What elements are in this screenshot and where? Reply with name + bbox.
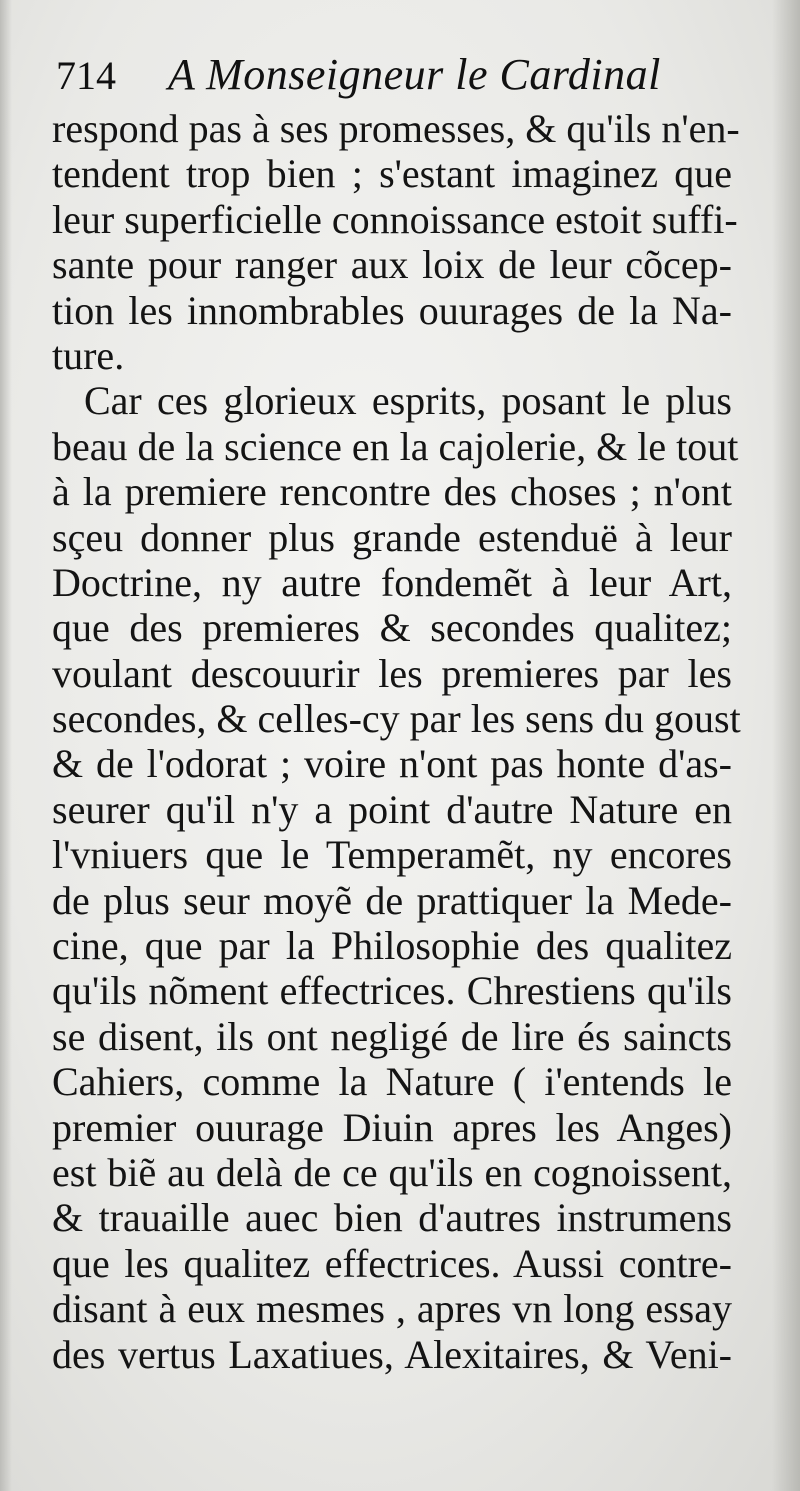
text-line: beau de la science en la cajolerie, & le tout (52, 423, 739, 469)
text-line: seurer qu'il n'y a point d'autre Nature en (52, 786, 732, 832)
text-line: Cahiers, comme la Nature ( i'entends le (52, 1059, 732, 1105)
text-line: tendent trop bien ; s'estant imaginez que (52, 151, 732, 197)
text-line: ture. (52, 332, 125, 378)
page-edge-shadow (772, 0, 800, 1491)
text-line: voulant descouurir les premieres par les (52, 650, 732, 696)
page-number: 714 (56, 53, 116, 98)
text-line: & de l'odorat ; voire n'ont pas honte d'as- (52, 741, 732, 787)
page-gutter-shadow (0, 0, 12, 1491)
text-line: que les qualitez effectrices. Aussi contre- (52, 1240, 732, 1286)
text-line: & trauaille auec bien d'autres instrumens (52, 1195, 732, 1241)
text-line: est biẽ au delà de ce qu'ils en cognoissent, (52, 1149, 732, 1195)
text-line: tion les innombrables ouurages de la Na- (52, 287, 732, 333)
page-header (56, 44, 756, 104)
body-text (52, 106, 741, 1377)
text-line: que des premieres & secondes qualitez; (52, 605, 732, 651)
text-line: secondes, & celles-cy par les sens du goust (52, 696, 741, 742)
text-line: premier ouurage Diuin apres les Anges) (52, 1104, 732, 1150)
text-line: de plus seur moyẽ de prattiquer la Mede- (52, 877, 732, 923)
text-line: sante pour ranger aux loix de leur cõcep- (52, 242, 732, 288)
running-head: A Monseigneur le Cardinal (168, 50, 661, 99)
text-line: Doctrine, ny autre fondemẽt à leur Art, (52, 559, 732, 605)
text-line: cine, que par la Philosophie des qualitez (52, 923, 732, 969)
text-line: sçeu donner plus grande estenduë à leur (52, 514, 732, 560)
text-line: des vertus Laxatiues, Alexitaires, & Veni- (52, 1331, 732, 1377)
text-line: respond pas à ses promesses, & qu'ils n'en- (52, 106, 740, 151)
text-line: qu'ils nõment effectrices. Chrestiens qu'ils (52, 968, 732, 1014)
text-line: à la premiere rencontre des choses ; n'ont (52, 469, 732, 515)
text-line: se disent, ils ont negligé de lire és saincts (52, 1013, 732, 1059)
text-line: disant à eux mesmes , apres vn long essay (52, 1286, 732, 1332)
text-line: l'vniuers que le Temperamẽt, ny encores (52, 832, 732, 878)
paragraph-start-line: Car ces glorieux esprits, posant le plus (84, 378, 732, 424)
text-line: leur superficielle connoissance estoit suffi- (52, 196, 738, 242)
